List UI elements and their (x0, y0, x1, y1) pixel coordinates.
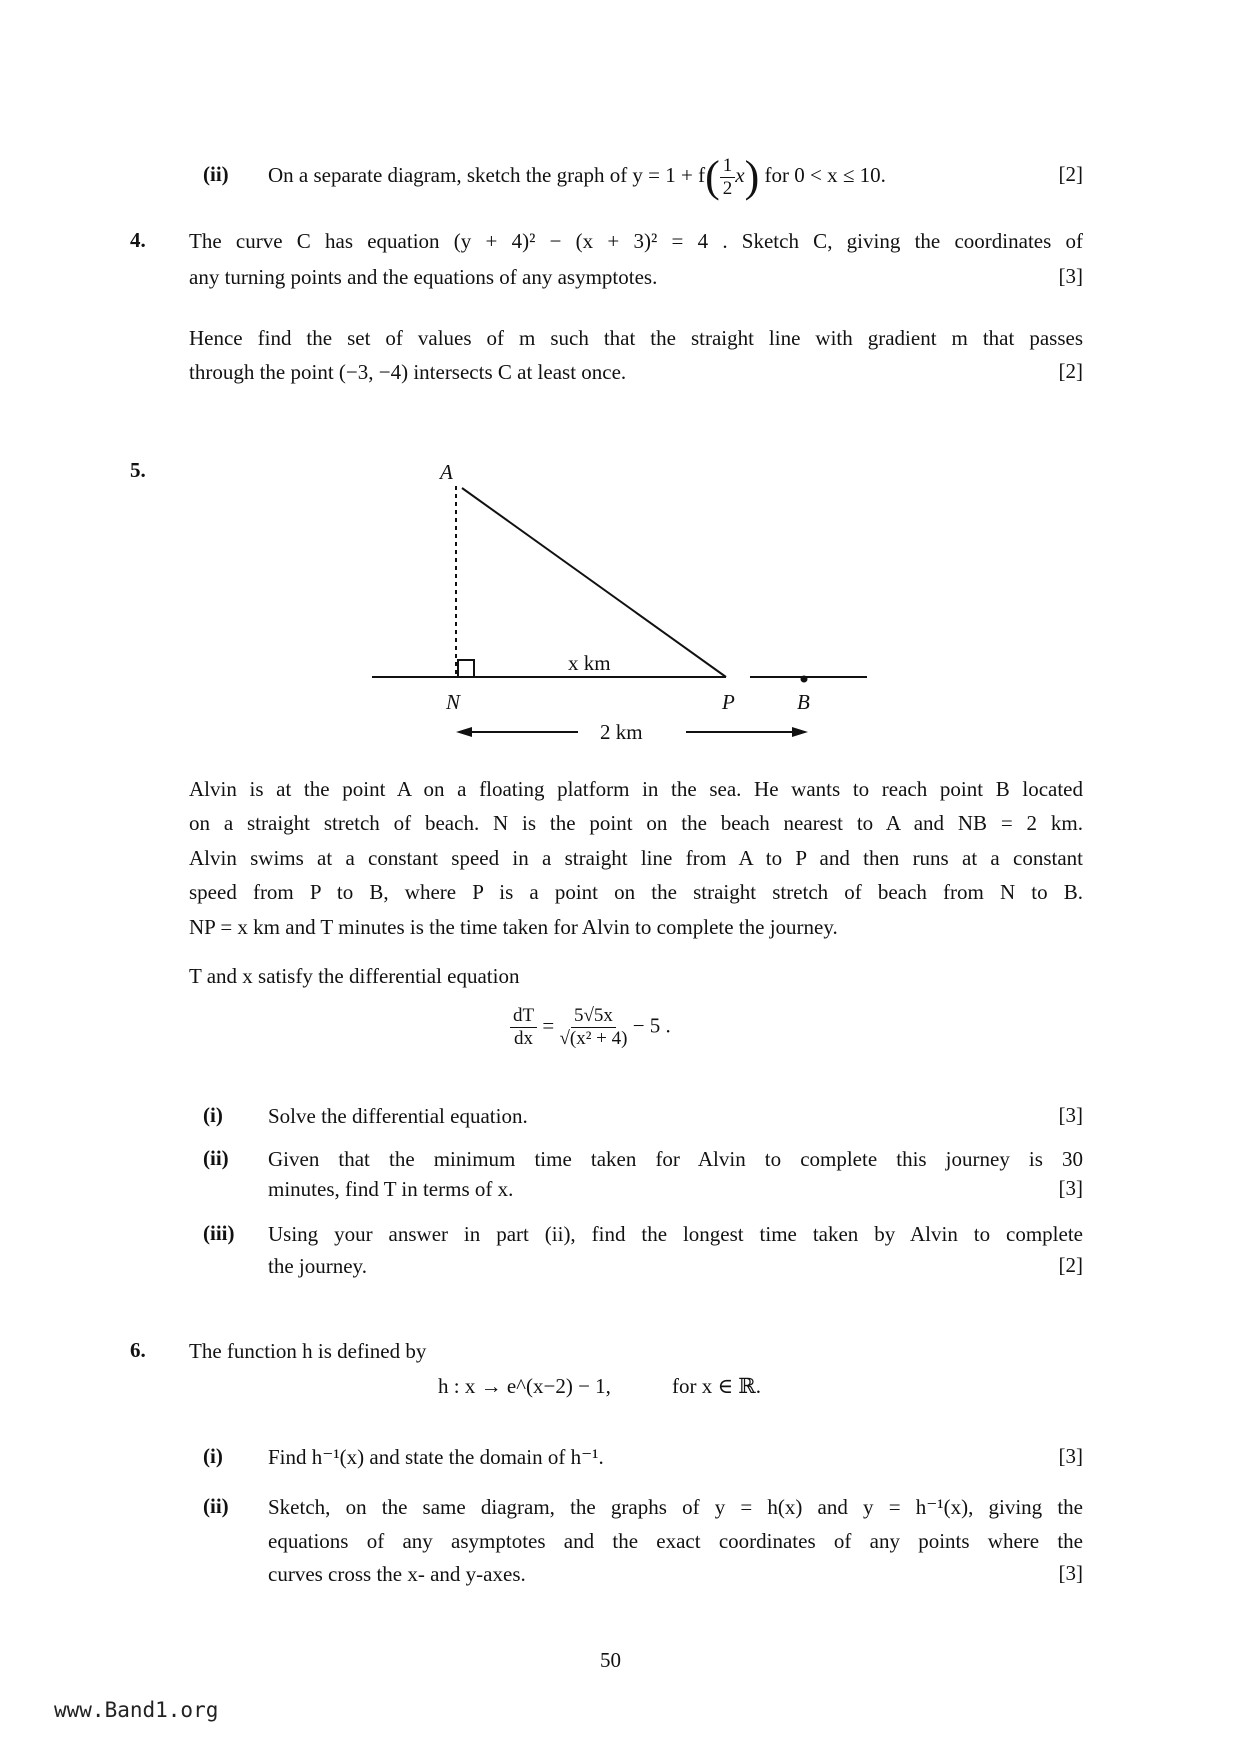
rhs-den: √(x² + 4) (559, 1028, 628, 1049)
label-x-km: x km (568, 651, 611, 675)
rhs-end: − 5 . (632, 1013, 671, 1038)
q5-de-intro: T and x satisfy the differential equation (189, 964, 520, 988)
frac-var: x (735, 163, 745, 187)
q6-part-i-text: Find h⁻¹(x) and state the domain of h⁻¹. (268, 1445, 604, 1469)
q6-number: 6. (130, 1338, 146, 1362)
q3-part-ii-tail: for 0 < x ≤ 10. (764, 163, 886, 187)
lhs-den: dx (514, 1028, 534, 1049)
watermark-link[interactable]: www.Band1.org (54, 1698, 219, 1722)
q5-para-line-1: Alvin is at the point A on a floating platform in the sea. He wants to reach point B located (189, 777, 1083, 801)
paren-close: ) (744, 152, 760, 202)
rhs-fraction (559, 1005, 627, 1050)
differential-equation (510, 1005, 671, 1050)
q5-part-ii-label: (ii) (203, 1146, 229, 1170)
q4-marks-2: [2] (1058, 359, 1083, 383)
q6-part-ii-line-3: curves cross the x- and y-axes. (268, 1562, 526, 1586)
q3-part-ii-label: (ii) (203, 162, 229, 186)
lhs-fraction (510, 1005, 537, 1050)
q6-part-ii-line-2: equations of any asymptotes and the exact coordinates of any points where the (268, 1529, 1083, 1553)
arrow-right-head (792, 727, 808, 737)
label-n: N (446, 690, 461, 714)
q4-marks-1: [3] (1058, 264, 1083, 288)
right-angle-mark (458, 660, 474, 677)
equals-sign: = (542, 1013, 560, 1038)
q5-part-ii-line-1: Given that the minimum time taken for Alvin to complete this journey is 30 (268, 1147, 1083, 1171)
q6-part-i-marks: [3] (1058, 1444, 1083, 1468)
rhs-num: 5√5x (571, 1005, 616, 1028)
q6-intro: The function h is defined by (189, 1339, 427, 1363)
paren-open: ( (705, 152, 720, 202)
q4-line-3: Hence find the set of values of m such that the straight line with gradient m that passes (189, 326, 1083, 350)
q5-para-line-4: speed from P to B, where P is a point on the straight stretch of beach from N to B. (189, 880, 1083, 904)
arrow-left-head (456, 727, 472, 737)
beach-diagram (0, 0, 1239, 760)
q5-part-iii-label: (iii) (203, 1221, 235, 1245)
q6-part-ii-marks: [3] (1058, 1561, 1083, 1585)
q5-part-i-text: Solve the differential equation. (268, 1104, 528, 1128)
q6-part-ii-label: (ii) (203, 1494, 229, 1518)
label-2-km: 2 km (600, 720, 643, 744)
q5-part-i-label: (i) (203, 1103, 223, 1127)
q5-para-line-5: NP = x km and T minutes is the time taken for Alvin to complete the journey. (189, 915, 838, 939)
frac-den: 2 (722, 177, 733, 199)
label-b: B (797, 690, 810, 714)
q4-line-2: any turning points and the equations of any asymptotes. (189, 265, 658, 289)
lhs-num: dT (510, 1005, 537, 1028)
q5-part-ii-line-2: minutes, find T in terms of x. (268, 1177, 514, 1201)
label-p: P (722, 690, 735, 714)
page-number: 50 (600, 1648, 621, 1672)
q3-part-ii-stem: On a separate diagram, sketch the graph of y = 1 + f (268, 163, 706, 187)
q5-number: 5. (130, 458, 146, 482)
q3-part-ii-marks: [2] (1058, 162, 1083, 186)
q6-part-i-label: (i) (203, 1444, 223, 1468)
frac-num: 1 (720, 155, 736, 178)
q5-part-iii-line-2: the journey. (268, 1254, 367, 1278)
q5-part-ii-marks: [3] (1058, 1176, 1083, 1200)
point-b-dot (801, 676, 808, 683)
q5-part-i-marks: [3] (1058, 1103, 1083, 1127)
q6-domain: for x ∈ ℝ. (672, 1374, 761, 1398)
q5-part-iii-line-1: Using your answer in part (ii), find the longest time taken by Alvin to complete (268, 1222, 1083, 1246)
q5-para-line-2: on a straight stretch of beach. N is the point on the beach nearest to A and NB = 2 km. (189, 811, 1083, 835)
line-ap (462, 488, 726, 677)
q4-line-4: through the point (−3, −4) intersects C at least once. (189, 360, 627, 384)
q6-part-ii-line-1: Sketch, on the same diagram, the graphs of y = h(x) and y = h⁻¹(x), giving the (268, 1495, 1083, 1519)
q5-part-iii-marks: [2] (1058, 1253, 1083, 1277)
q5-para-line-3: Alvin swims at a constant speed in a straight line from A to P and then runs at a constant (189, 846, 1083, 870)
q4-number: 4. (130, 228, 146, 252)
label-a: A (440, 460, 453, 484)
q6-definition: h : x → e^(x−2) − 1, (438, 1374, 611, 1398)
q4-line-1: The curve C has equation (y + 4)² − (x + 3)² = 4 . Sketch C, giving the coordinates of (189, 229, 1083, 253)
